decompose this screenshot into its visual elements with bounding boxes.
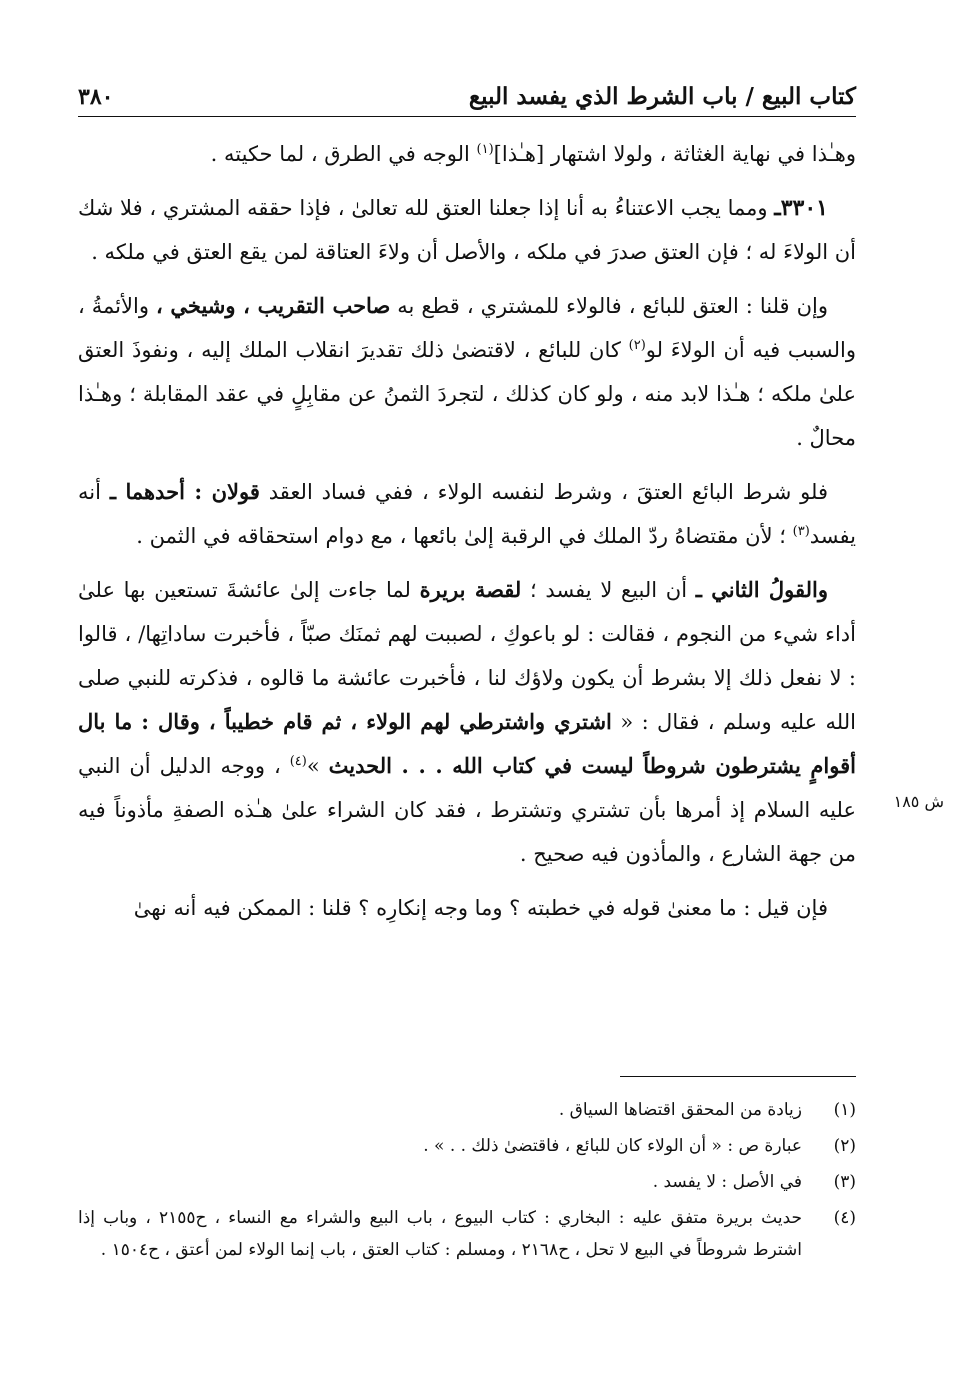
paragraph-4 [78, 470, 856, 558]
paragraph-5-quote-close: » [306, 754, 320, 778]
paragraph-4-part-c: أنه يفسد [78, 480, 856, 548]
paragraph-1-part-a: وهـٰذا في نهاية الغثاثة ، ولولا اشتهار [هـٰذا] [493, 142, 856, 166]
paragraph-4-part-d: ؛ لأن مقتضاهُ ردّ الملك في الرقبة إلىٰ بائعها ، مع دوام استحقاقه في الثمن . [136, 524, 786, 548]
paragraph-2-text: ومما يجب الاعتناءُ به أنا إذا جعلنا العتق لله تعالىٰ ، فإذا حققه المشتري ، فلا شك أن الولاءَ له ؛ فإن العتق صدرَ في ملكه ، والأصل أن ولاءَ العتاقة لمن يقع العتق في ملكه . [78, 196, 856, 264]
paragraph-3-part-c: والأئمةُ ، والسبب فيه أن الولاءَ لو [78, 294, 856, 362]
paragraph-6-text: فإن قيل : ما معنىٰ قوله في خطبته ؟ وما وجه إنكارِه ؟ قلنا : الممكن فيه أنه نهىٰ [133, 896, 828, 920]
margin-note: ش ١٨٥ [893, 792, 944, 811]
footnote-2 [78, 1130, 856, 1162]
running-title: كتاب البيع / باب الشرط الذي يفسد البيع [468, 83, 856, 110]
page-header [78, 82, 856, 117]
paragraph-4-part-a: فلو شرط البائع العتقَ ، وشرط لنفسه الولاء ، ففي فساد العقد [268, 480, 829, 504]
paragraph-5-bold-a: والقولُ الثاني ـ [695, 577, 829, 602]
footnote-ref-3[interactable]: (٣) [792, 524, 810, 539]
footnote-text: عبارة ص : « أن الولاء كان للبائع ، فاقتضىٰ ذلك . . » . [423, 1136, 802, 1156]
paragraph-1-part-b: الوجه في الطرق ، لما حكيته . [210, 142, 470, 166]
paragraph-5-hadith-quote: اشتري واشترطي لهم الولاء ، ثم قام خطيباً ، وقال : ما بال أقوامٍ يشترطون شروطاً ليست في كتاب الله . . . الحديث [78, 709, 856, 778]
section-number: ٣٣٠١ـ [774, 195, 828, 221]
paragraph-5-part-b: أن البيع لا يفسد ؛ [530, 578, 688, 602]
main-text [78, 132, 856, 940]
footnote-text: حديث بريرة متفق عليه : البخاري : كتاب البيوع ، باب البيع والشراء مع النساء ، ح٢١٥٥ ، وباب إذا اشترط شروطاً في البيع لا تحل ، ح٢١٦٨ ، ومسلم : كتاب العتق ، باب إنما الولاء لمن أعتق ، ح١٥٠٤ . [78, 1208, 802, 1260]
paragraph-6 [78, 886, 856, 930]
footnote-text: زيادة من المحقق اقتضاها السياق . [558, 1100, 802, 1120]
footnote-text: في الأصل : لا يفسد . [652, 1172, 802, 1192]
paragraph-2 [78, 186, 856, 274]
footnote-4 [78, 1202, 856, 1266]
page-number: ٣٨٠ [78, 84, 114, 110]
footnote-ref-2[interactable]: (٢) [628, 338, 646, 353]
paragraph-3-bold: صاحب التقريب ، وشيخي ، [155, 293, 391, 318]
footnote-number: (٣) [833, 1172, 856, 1192]
paragraph-4-bold: قولان : أحدهما ـ [109, 479, 260, 504]
footnote-3 [78, 1166, 856, 1198]
paragraph-3 [78, 284, 856, 460]
paragraph-1 [78, 132, 856, 176]
paragraph-5-part-d: لما جاءت إلىٰ عائشةَ تستعين بها علىٰ أداء شيء من النجوم ، فقالت : لو باعوكِ ، لصببت لهم ثمنَك صبّاً ، فأخبرت ساداتِها/ ، قالوا : لا نفعل ذلك إلا بشرط أن يكون ولاؤك لنا ، فأخبرت عائشة ما قالوه ، فذكرته للنبي صلى الله عليه وسلم ، فقال : « [78, 578, 856, 734]
footnote-number: (٤) [833, 1208, 856, 1228]
footnote-number: (١) [833, 1100, 856, 1120]
footnote-1 [78, 1094, 856, 1126]
paragraph-5 [78, 568, 856, 876]
paragraph-5-part-g: ، ووجه الدليل أن النبي عليه السلام إذ أمرها بأن تشتري وتشترط ، فقد كان الشراء علىٰ هـٰذه الصفةِ مأذوناً فيه من جهة الشارع ، والمأذون فيه صحيح . [78, 754, 856, 866]
paragraph-3-part-a: وإن قلنا : العتق للبائع ، فالولاء للمشتري ، قطع به [397, 294, 828, 318]
paragraph-3-part-d: كان للبائع ، لاقتضىٰ ذلك تقديرَ انقلاب الملك إليه ، ونفوذَ العتق علىٰ ملكه ؛ هـٰذا لابد منه ، ولو كان كذلك ، لتجردَ الثمنُ عن مقابِلٍ في عقد المقابلة ؛ وهـٰذا محالٌ . [78, 338, 856, 450]
footnote-divider [620, 1076, 856, 1077]
footnotes [78, 1094, 856, 1270]
paragraph-5-bold-c: لقصة بريرة [419, 577, 522, 602]
footnote-ref-4[interactable]: (٤) [289, 754, 307, 769]
footnote-number: (٢) [833, 1136, 856, 1156]
footnote-ref-1[interactable]: (١) [476, 142, 494, 157]
